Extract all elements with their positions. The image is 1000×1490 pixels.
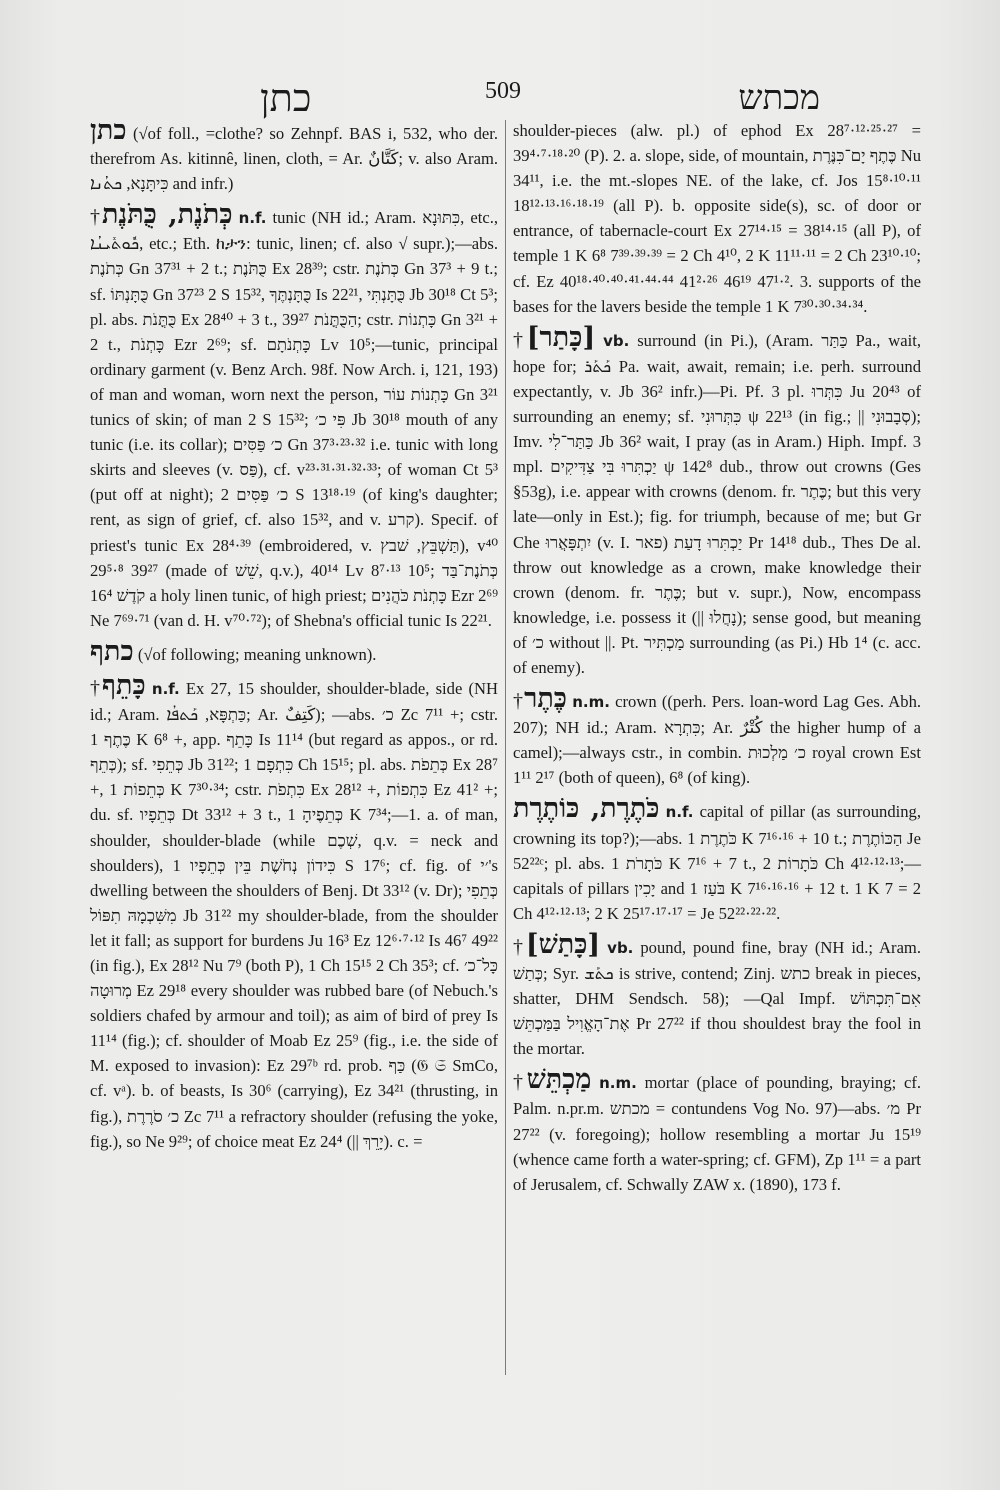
entry-lemma: כֹּתֶרֶת, כּוֹתֶרֶת (513, 793, 660, 825)
entry-grammar: n.m. (599, 1074, 637, 1093)
entry-keter (513, 683, 922, 790)
entry-text: Ex 27, 15 shoulder, shoulder-blade, side (NH id.; Aram. כַּתְפָּא, ܟܰܬܦܳܐ; Ar. كَتِفٌ); —abs. כ׳ Zc 7¹¹ +; cstr. כֶּתֶף 1 K 6⁸ +, app. כָּתֵף Is 11¹⁴ (but regard as appos., or rd. כְּתֵף); sf. כְּתֵפִי Jb 31²²; כִּתְפָם 1 Ch 15¹⁵; pl. abs. כְּתֵפֹת Ex 28⁷ +, כְּתֵפוֹת 1 K 7³⁰·³⁴; cstr. כִּתְפֹת Ex 28¹² +, כִּתְפוֹת Ez 41² +; du. sf. כְּתֵפָיו Dt 33¹² + 3 t., כְּתֵפֶיהָ 1 K 7³⁴;—1. a. of man, shoulder, shoulder-blade (while שְׁכֶם, q.v. = neck and shoulders), כִּידוֹן נְחֹשֶׁת בֵּין כְּתֵפָיו 1 S 17⁶; cf. fig. of ׳י's dwelling between the shoulders of Benj. Dt 33¹² (v. Dr); כְּתֵפִי מִשִּׁכְמָהּ תִפּוֹל Jb 31²² my shoulder-blade, from the shoulder let it fall; as support for burdens Ju 16³ Ez 12⁶·⁷·¹² Is 46⁷ 49²² (in fig.), Ex 28¹² Nu 7⁹ (both P), 1 Ch 15¹⁵ 2 Ch 35³; cf. כָּל־כ׳ מְרוּטָה Ez 29¹⁸ every shoulder was rubbed bare (of Nebuch.'s soldiers chafed by armour and toil); as aim of bird of prey Is 11¹⁴ (fig.); cf. shoulder of Moab Ez 25⁹ (fig., i.e. the side of M. exposed to invasion): Ez 29⁷ᵇ rd. prob. כַּף (𝔊 𝔖 SmCo, cf. vᵃ). b. of beasts, Is 30⁶ (carrying), Ez 34²¹ (thrusting, in fig.), כ׳ סֹרֶרֶת Zc 7¹¹ a refractory shoulder (refusing the yoke, fig.), so Ne 9²⁹; of choice meat Ez 24⁴ (|| יָרֵךְ). c. = (90, 678, 499, 1151)
entry-lemma: מַכְתֵּשׁ (526, 1064, 592, 1096)
entry-dagger: † (90, 206, 102, 229)
entry-lemma: כֶּתֶר (524, 683, 567, 715)
entry-lemma: כְּתֹנֶת, כֻּתֹּנֶת (101, 199, 233, 231)
left-column (90, 115, 499, 1450)
entry-lemma: [כָּתַר] (526, 321, 596, 353)
entry-dagger: † (90, 676, 103, 699)
entry-text: pound, pound fine, bray (NH id.; Aram. כְּתַשׁ; Syr. ܟܬܰܫ is strive, contend; Zinj. כתש break in pieces, shatter, DHM Sendsch. 58); —Qal Impf. אִם־תִּכְתּוֹשׁ אֶת־הָאֱוִיל בַּמַּכְתֵּשׁ Pr 27²² if thou shouldest bray the fool in the mortar. (513, 937, 921, 1059)
entry-grammar: n.f. (238, 209, 267, 228)
entry-grammar: vb. (603, 331, 630, 350)
entry-root-ktf (90, 635, 498, 667)
entry-koteret (513, 793, 921, 925)
entry-lemma: [כָּתַשׁ] (525, 928, 601, 960)
entry-dagger: † (513, 328, 527, 351)
entry-root-ktn (90, 115, 498, 196)
entry-katef (90, 669, 499, 1154)
entry-lemma: כתן (90, 115, 127, 146)
entry-text: (√of following; meaning unknown). (137, 644, 377, 664)
entry-katash (513, 928, 921, 1061)
entry-dagger: † (513, 690, 525, 713)
entry-text: surround (in Pi.), (Aram. כַּתַּר Pa., wait, hope for; ܟܰܬܰܪ Pa. wait, await, remain; i.e. perh. surround expectantly, v. Jb 36² infr.)—Pi. Pf. 3 pl. כִּתְּרוּ Ju 20⁴³ of surrounding an enemy; sf. כִּתְּרוּנִי ψ 22¹³ (in fig.; || סְבָבוּנִי); Imv. כַּתַּר־לִי Jb 36² wait, I pray (as in Aram.) Hiph. Impf. 3 mpl. יַכְתִּרוּ בִּי צַדִּיקִים ψ 142⁸ dub., throw out crowns (Ges §53g), i.e. appear with crowns (denom. fr. כֶּתֶר; but this very late—only in Est.); fig. for triumph, because of me; but Gr Che יִתְפָּאֲרוּ (v. I. פאר) יַכְתִּרוּ דָעַת Pr 14¹⁸ dub., Thes De al. throw out knowledge as a crown, make knowledge their crown (denom. fr. כֶּתֶר; but v. supr.), Now, encompass knowledge, i.e. possess it (|| נָחֲלוּ); sense good, but meaning of כ׳ without ||. Pt. מַכְתִּיר surrounding (as Pi.) Hb 1⁴ (c. acc. of enemy). (513, 330, 921, 677)
entry-grammar: vb. (607, 938, 634, 957)
entry-katar (513, 321, 921, 680)
guide-word-right: מכתש (738, 78, 820, 118)
guide-word-left: כתן (260, 76, 312, 120)
entry-dagger: † (513, 1071, 527, 1094)
right-column (513, 118, 921, 1450)
entry-katef-continued (513, 118, 921, 319)
entry-text: capital of pillar (as surrounding, crowning its top?);—abs. כֹּתֶרֶת 1 K 7¹⁶·¹⁶ + 10 t.; הַכּוֹתֶרֶת Je 52²²ᶜ; pl. abs. כֹּתָרֹת 1 K 7¹⁶ + 7 t., כֹּתָרוֹת 2 Ch 4¹²·¹²·¹³;—capitals of pillars יָכִין and בֹּעַז 1 K 7¹⁶·¹⁶·¹⁶ + 12 t. 1 K 7 = 2 Ch 4¹²·¹²·¹³; 2 K 25¹⁷·¹⁷·¹⁷ = Je 52²²·²²·²². (513, 802, 921, 923)
entry-grammar: n.f. (151, 679, 180, 698)
entry-text: shoulder-pieces (alw. pl.) of ephod Ex 28⁷·¹²·²⁵·²⁷ = 39⁴·⁷·¹⁸·²⁰ (P). 2. a. slope, side, of mountain, כֶּתֶף יָם־כִּנֶּרֶת Nu 34¹¹, i.e. the mt.-slopes NE. of the lake, cf. Jos 15⁸·¹⁰·¹¹ 18¹²·¹³·¹⁶·¹⁸·¹⁹ (all P). b. opposite side(s), sc. of door or entrance, of tabernacle-court Ex 27¹⁴·¹⁵ = 38¹⁴·¹⁵ (all P), of temple 1 K 6⁸ 7³⁹·³⁹·³⁹ = 2 Ch 4¹⁰, 2 K 11¹¹·¹¹ = 2 Ch 23¹⁰·¹⁰; cf. Ez 40¹⁸·⁴⁰·⁴⁰·⁴¹·⁴⁴·⁴⁴ 41²·²⁶ 46¹⁹ 47¹·². 3. supports of the bases for the lavers beside the temple 1 K 7³⁰·³⁰·³⁴·³⁴. (513, 121, 921, 316)
entry-text: crown ((perh. Pers. loan-word Lag Ges. Abh. 207); NH id.; Aram. כִּתְרָא; Ar. كُتْرٌ the higher hump of a camel);—always cstr., in combin. כ׳ מַלְכוּת royal crown Est 1¹¹ 2¹⁷ (both of queen), 6⁸ (of king). (513, 692, 922, 788)
entry-text: (√of foll., =clothe? so Zehnpf. BAS i, 532, who der. therefrom As. kitinnê, linen, cloth, = Ar. كَتَّانٌ; v. also Aram. כִּיתָּנָא, ܟܬܳܢܐ and infr.) (90, 124, 498, 194)
entry-text: tunic (NH id.; Aram. כִּתּוּנָא, etc., ܟܽܘܬܺܝܢܳܐ, etc.; Eth. ከታን: tunic, linen; cf. also √ supr.);—abs. כְּתֹנֶת Gn 37³¹ + 2 t.; כֻּתֹּנֶת Ex 28³⁹; cstr. כְּתֹנֶת Gn 37³ + 9 t.; sf. כֻּתָּנְתּוֹ Gn 37²³ 2 S 15³², כֻּתָּנְתֶּךָ Is 22²¹, כֻּתָּנְתִּי Jb 30¹⁸ Ct 5³; pl. abs. כֻּתֳּנֹת Ex 28⁴⁰ + 3 t., הַכֻּתֳּנֹת 39²⁷; cstr. כָּתְנוֹת Gn 3²¹ + 2 t., כָּתְנֹת Ezr 2⁶⁹; sf. כָּתְנֹתָם Lv 10⁵;—tunic, principal ordinary garment (v. Benz Arch. 98f. Now Arch. i, 121, 193) of man and woman, worn next the person, כָּתְנוֹת עוֹר Gn 3²¹ tunics of skin; of man 2 S 15³²; פִּי כ׳ Jb 30¹⁸ mouth of any tunic (i.e. its collar); כ׳ פַּסִּים Gn 37³·²³·³² i.e. tunic with long skirts and sleeves (v. פַּס), cf. v²³·³¹·³¹·³²·³³; of woman Ct 5³ (put off at night); כ׳ פַּסִּים 2 S 13¹⁸·¹⁹ (of king's daughter; rent, as sign of grief, cf. also 15³², and v. קרע). Specif. of priest's tunic Ex 28⁴·³⁹ (embroidered, v. תַּשְׁבֵּץ, שׁבץ), v⁴⁰ 29⁵·⁸ 39²⁷ (made of שֵׁשׁ, q.v.), 40¹⁴ Lv 8⁷·¹³ 10⁵; כְּתֹנֶת־בַּד קֹדֶשׁ 16⁴ a holy linen tunic, of high priest; כָּתְנֹת כֹּהֲנִים Ezr 2⁶⁹ Ne 7⁶⁹·⁷¹ (van d. H. v⁷⁰·⁷²); of Shebna's official tunic Is 22²¹. (90, 208, 499, 630)
column-divider (505, 120, 506, 1375)
entry-makhtesh (513, 1064, 921, 1196)
entry-lemma: כָּתֵף (102, 669, 146, 701)
entry-dagger: † (513, 935, 526, 958)
entry-text: mortar (place of pounding, braying; cf. Palm. n.pr.m. מכתש = contundens Vog No. 97)—abs. מ׳ Pr 27²² (v. foregoing); hollow resembling a mortar Ju 15¹⁹ (whence came forth a water-spring; cf. GFM), Zp 1¹¹ = a part of Jerusalem, cf. Schwally ZAW x. (1890), 173 f. (513, 1073, 921, 1194)
entry-grammar: n.m. (572, 693, 610, 712)
entry-lemma: כתף (90, 635, 134, 667)
page-number: 509 (485, 78, 521, 104)
entry-grammar: n.f. (665, 803, 694, 822)
page-header (90, 70, 930, 120)
entry-ketonet (90, 199, 499, 633)
